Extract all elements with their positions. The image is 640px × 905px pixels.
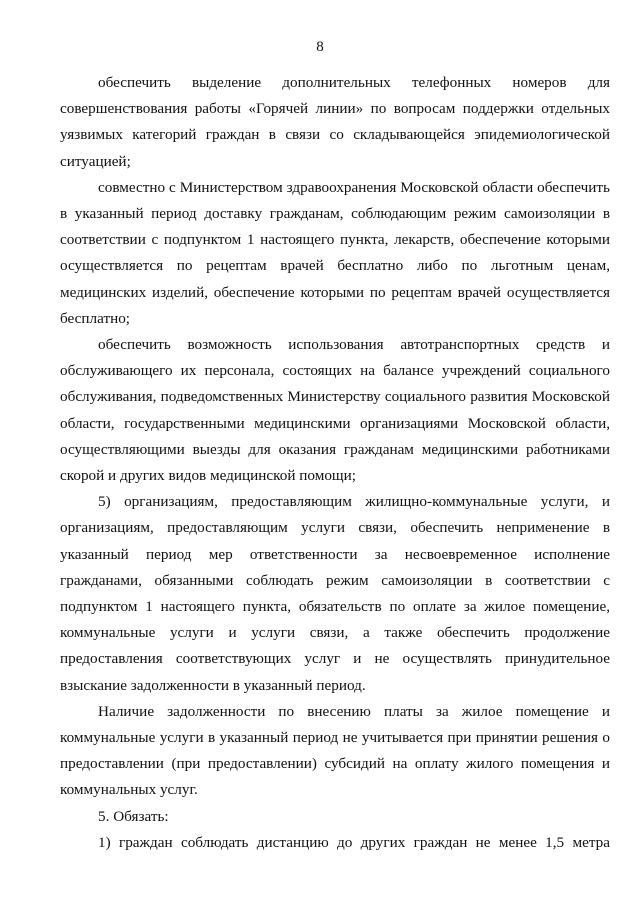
paragraph-vehicles: обеспечить возможность использования автотранспортных средств и обслуживающего их персонала, состоящих на балансе учреждений социального обслуживания, подведомственных Министерству социального развития Московской области, государственными медицинскими организациями Московской области, осуществляющими выезды для оказания гражданам медицинскими работниками скорой и других видов медицинской помощи; xyxy=(60,336,610,485)
paragraph-debt-subsidies: Наличие задолженности по внесению платы за жилое помещение и коммунальные услуги в указанный период не учитывается при принятии решения о предоставлении (при предоставлении) субсидий на оплату жилого помещения и коммунальных услуг. xyxy=(60,702,610,799)
paragraph-distance-rule: 1) граждан соблюдать дистанцию до других граждан не менее 1,5 метра xyxy=(98,833,610,851)
paragraph-obligate-heading: 5. Обязать: xyxy=(98,807,169,825)
paragraph-medicine-delivery: совместно с Министерством здравоохранения Московской области обеспечить в указанный период доставку гражданам, соблюдающим режим самоизоляции в соответствии с подпунктом 1 настоящего пункта, лекарств, обеспечение которыми осуществляется по рецептам врачей бесплатно либо по льготным ценам, медицинских изделий, обеспечение которыми по рецептам врачей осуществляется бесплатно; xyxy=(60,178,610,327)
paragraph-utilities: 5) организациям, предоставляющим жилищно-коммунальные услуги, и организациям, предоставляющим услуги связи, обеспечить неприменение в указанный период мер ответственности за несвоевременное исполнение гражданами, обязанными соблюдать режим самоизоляции в соответствии с подпунктом 1 настоящего пункта, обязательств по оплате за жилое помещение, коммунальные услуги и услуги связи, а также обеспечить продолжение предоставления соответствующих услуг и не осуществлять принудительное взыскание задолженности в указанный период. xyxy=(60,493,610,694)
page-number: 8 xyxy=(316,39,324,55)
paragraph-hotline-numbers: обеспечить выделение дополнительных телефонных номеров для совершенствования работы «Горячей линии» по вопросам поддержки отдельных уязвимых категорий граждан в связи со складывающейся эпидемиологической ситуацией; xyxy=(60,74,610,170)
document-body xyxy=(60,70,610,856)
